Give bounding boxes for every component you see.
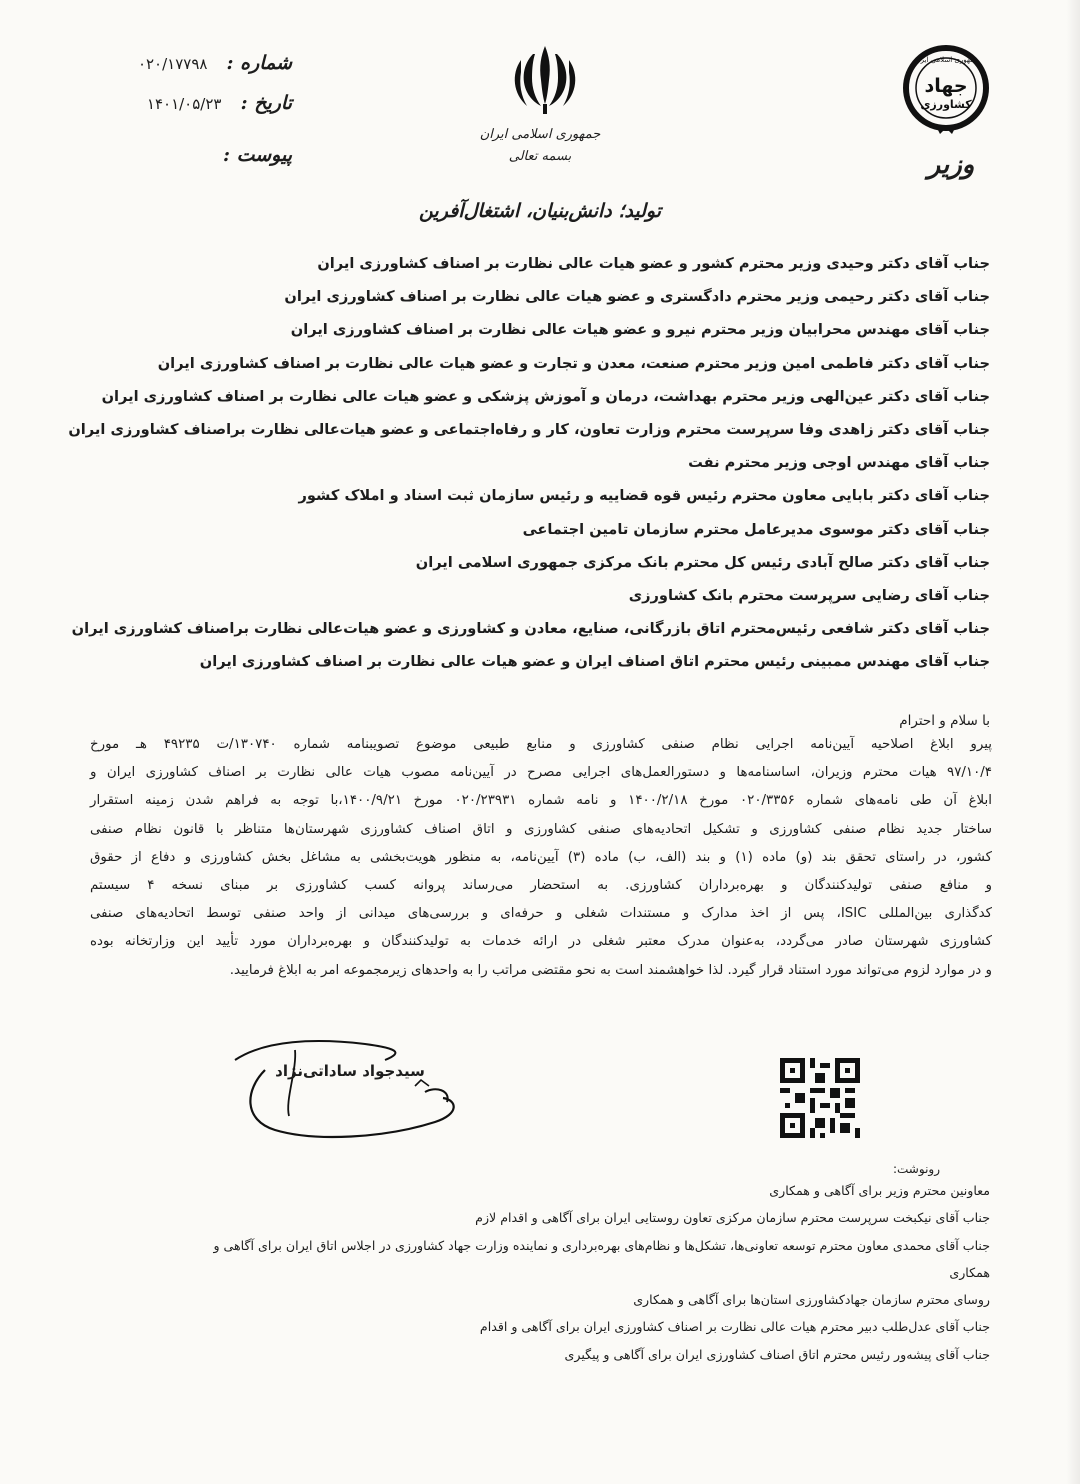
country-heading	[440, 124, 640, 168]
signer-name: سیدجواد ساداتی‌نژاد	[275, 1062, 425, 1080]
attachment-label: پیوست :	[222, 144, 292, 166]
logo-sub-text: کشاورزی	[920, 98, 972, 111]
letter-attachment	[92, 144, 292, 166]
number-label: شماره :	[226, 52, 292, 74]
cc-line: جناب آقای محمدی معاون محترم توسعه تعاونی‌ها، تشکل‌ها و نظام‌های بهره‌برداری و نماینده وزارت جهاد کشاورزی در اجلاس اتاق ایران برای آگاهی و	[213, 1237, 990, 1253]
addressee-line: جناب آقای دکتر صالح آبادی رئیس کل محترم بانک مرکزی جمهوری اسلامی ایران	[415, 553, 990, 571]
cc-list	[100, 1183, 990, 1374]
cc-line: همکاری	[949, 1264, 990, 1280]
logo-main-text: جهاد	[924, 75, 968, 97]
cc-line: جناب آقای نیکبخت سرپرست محترم سازمان مرکزی تعاون روستایی ایران برای آگاهی و اقدام لازم	[475, 1210, 990, 1226]
body-line: و منافع صنفی تولیدکنندگان و بهره‌برداران کشاورزی. به استحضار می‌رساند پروانه کسب کشاورزی بر مبنای نسخه ۴ سیستم	[90, 877, 992, 893]
letter-date	[92, 92, 292, 114]
logo-top-text: جمهوری اسلامی ایران	[913, 56, 979, 64]
body-line: ابلاغ آن طی نامه‌های شماره ۰۲۰/۳۳۵۶ مورخ ۱۴۰۰/۲/۱۸ و نامه شماره ۰۲۰/۲۳۹۳۱ مورخ ۱۴۰۰/۹/۲۱،با توجه به فراهم شدن زمینه استقرار	[90, 793, 992, 809]
body-line: کدگذاری بین‌المللی ISIC، پس از اخذ مدارک و مستندات شغلی و حرفه‌ای و بررسی‌های میدانی از واحد صنفی توسط اتحادیه‌های صنفی	[90, 906, 992, 922]
body-line: پیرو ابلاغ اصلاحیه آیین‌نامه اجرایی نظام صنفی کشاورزی و منابع طبیعی موضوع تصویبنامه شماره ۱۳۰۷۴۰/ت ۴۹۲۳۵ هـ مورخ	[90, 737, 992, 752]
letter-body	[90, 737, 992, 991]
cc-line: روسای محترم سازمان جهادکشاورزی استان‌ها برای آگاهی و همکاری	[633, 1292, 990, 1308]
handwritten-signature	[225, 1030, 485, 1145]
cc-line: جناب آقای عدل‌طلب دبیر محترم هیات عالی نظارت بر اصناف کشاورزی ایران برای آگاهی و اقدام	[479, 1319, 990, 1335]
national-emblem-icon	[505, 40, 585, 118]
year-slogan: تولید؛ دانش‌بنیان، اشتغال‌آفرین	[418, 200, 662, 222]
addressee-line: جناب آقای دکتر موسوی مدیرعامل محترم سازمان تامین اجتماعی	[522, 520, 990, 538]
addressee-line: جناب آقای دکتر فاطمی امین وزیر محترم صنعت، معدن و تجارت و عضو هیات عالی نظارت بر اصناف کشاورزی ایران	[157, 354, 990, 372]
greeting: با سلام و احترام	[899, 713, 990, 729]
addressee-line: جناب آقای دکتر بابایی معاون محترم رئیس قوه قضاییه و رئیس سازمان ثبت اسناد و املاک کشور	[298, 487, 990, 505]
minister-title: وزیر	[927, 150, 975, 180]
cc-line: جناب آقای پیشه‌ور رئیس محترم اتاق اصناف کشاورزی ایران برای آگاهی و پیگیری	[564, 1346, 990, 1362]
bismillah: بسمه تعالی	[508, 149, 572, 164]
letter-number	[92, 52, 292, 74]
body-line: ساختار جدید نظام صنفی کشاورزی و تشکیل اتحادیه‌های صنفی کشاورزی و اتاق اصناف کشاورزی شهرستان‌ها متناظر با قانون نظام صنفی	[90, 821, 992, 837]
addressee-line: جناب آقای مهندس ممبینی رئیس محترم اتاق اصناف ایران و عضو هیات عالی نظارت بر اصناف کشاورزی ایران	[199, 653, 990, 671]
addressee-line: جناب آقای دکتر رحیمی وزیر محترم دادگستری و عضو هیات عالی نظارت بر اصناف کشاورزی ایران	[284, 288, 990, 306]
addressee-line: جناب آقای دکتر وحیدی وزیر محترم کشور و عضو هیات عالی نظارت بر اصناف کشاورزی ایران	[317, 255, 990, 272]
body-line: و در موارد لزوم می‌تواند مورد استناد قرار گیرد. لذا خواهشمند است به نحو مقتضی مراتب را به واحدهای زیرمجموعه امر به ابلاغ فرمایید.	[229, 962, 992, 978]
addressee-line: جناب آقای دکتر شافعی رئیس‌محترم اتاق بازرگانی، صنایع، معادن و کشاورزی و عضو هیات‌عالی نظارت براصناف کشاورزی ایران	[71, 620, 990, 638]
date-label: تاریخ :	[240, 92, 292, 114]
addressee-line: جناب آقای دکتر زاهدی وفا سرپرست محترم وزارت تعاون، کار و رفاه‌اجتماعی و عضو هیات‌عالی نظارت براصناف کشاورزی ایران	[68, 420, 990, 438]
body-line: کشور، در راستای تحقق بند (و) ماده (۱) و بند (الف، ب) ماده (۳) آیین‌نامه، به منظور هویت‌بخشی به مشاغل بخش کشاورزی و دفاع از حقوق	[90, 849, 992, 865]
cc-title: رونوشت:	[892, 1162, 940, 1176]
addressee-line: جناب آقای رضایی سرپرست محترم بانک کشاورزی	[628, 586, 990, 604]
number-value: ۰۲۰/۱۷۷۹۸	[137, 55, 208, 73]
qr-code-icon	[780, 1058, 860, 1138]
body-line: ۹۷/۱۰/۴ هیات محترم وزیران، اساسنامه‌ها و دستورالعمل‌های اجرایی مصرح در آیین‌نامه مصوب هیات عالی نظارت بر اصناف کشاورزی ایران و	[90, 765, 992, 781]
jihad-agriculture-logo	[900, 40, 992, 136]
cc-line: معاونین محترم وزیر برای آگاهی و همکاری	[769, 1183, 990, 1198]
body-line: کشاورزی شهرستان صادر می‌گردد، به‌عنوان مدرک معتبر شغلی در ارائه خدمات به تولیدکنندگان و بهره‌برداران مورد تأیید این وزارتخانه بوده	[90, 934, 992, 950]
date-value: ۱۴۰۱/۰۵/۲۳	[146, 95, 222, 113]
addressee-line: جناب آقای مهندس اوجی وزیر محترم نفت	[688, 454, 990, 472]
addressee-line: جناب آقای مهندس محرابیان وزیر محترم نیرو و عضو هیات عالی نظارت بر اصناف کشاورزی ایران	[290, 321, 990, 339]
addressee-line: جناب آقای دکتر عین‌الهی وزیر محترم بهداشت، درمان و آموزش پزشکی و عضو هیات عالی نظارت بر اصناف کشاورزی ایران	[101, 387, 990, 405]
addressee-list	[68, 255, 990, 686]
country-name: جمهوری اسلامی ایران	[479, 127, 601, 142]
